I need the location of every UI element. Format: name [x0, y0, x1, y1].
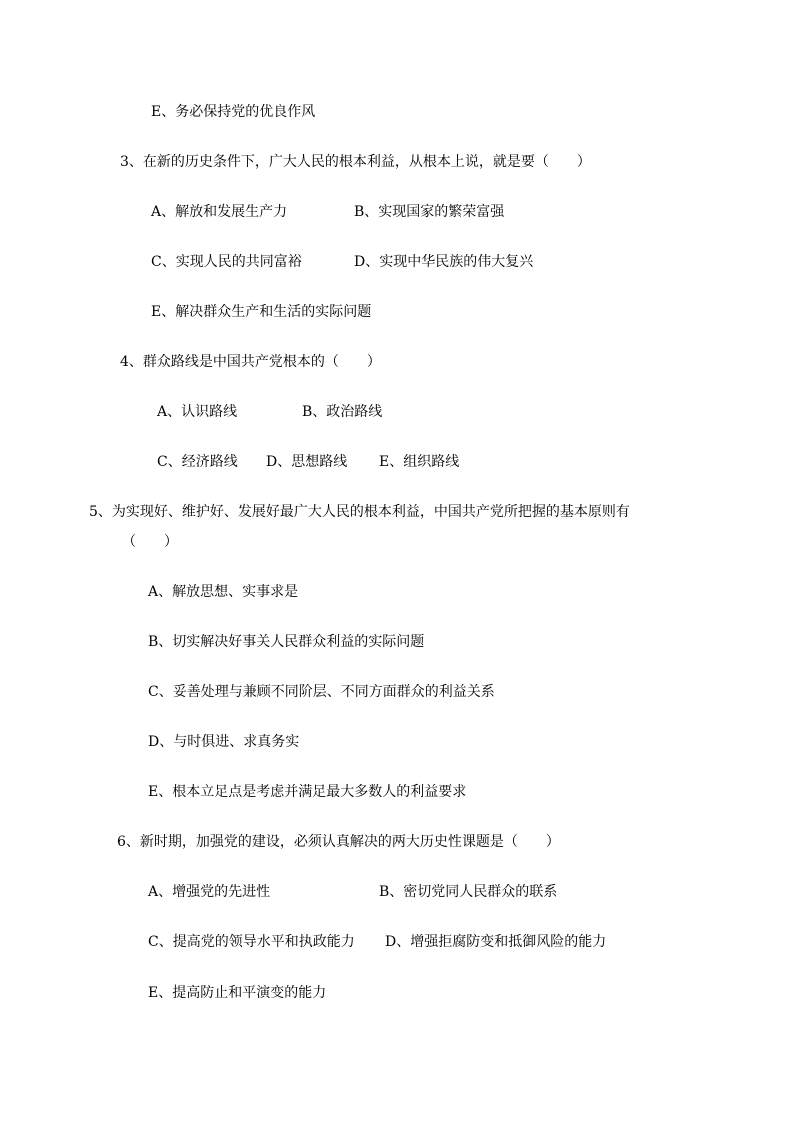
q6-option-d: D、增强拒腐防变和抵御风险的能力 [385, 934, 607, 950]
q5-option-c: C、妥善处理与兼顾不同阶层、不同方面群众的利益关系 [148, 684, 495, 700]
q4-option-b: B、政治路线 [302, 404, 383, 420]
q3-stem: 3、在新的历史条件下，广大人民的根本利益，从根本上说，就是要（ ） [120, 154, 591, 170]
q5-answer-paren: （ ） [122, 534, 178, 550]
q4-option-c: C、经济路线 [157, 454, 238, 470]
q3-option-e: E、解决群众生产和生活的实际问题 [151, 304, 372, 320]
q3-option-a: A、解放和发展生产力 [151, 204, 288, 220]
q5-option-e: E、根本立足点是考虑并满足最大多数人的利益要求 [148, 784, 467, 800]
q6-stem: 6、新时期，加强党的建设，必须认真解决的两大历史性课题是（ ） [117, 834, 560, 850]
q6-option-b: B、密切党同人民群众的联系 [379, 884, 558, 900]
q4-option-d: D、思想路线 [266, 454, 348, 470]
q6-option-c: C、提高党的领导水平和执政能力 [148, 934, 355, 950]
q6-option-e: E、提高防止和平演变的能力 [148, 985, 327, 1001]
q3-option-c: C、实现人民的共同富裕 [151, 254, 302, 270]
q6-option-a: A、增强党的先进性 [148, 884, 271, 900]
q4-option-a: A、认识路线 [157, 404, 238, 420]
q5-stem: 5、为实现好、维护好、发展好最广大人民的根本利益，中国共产党所把握的基本原则有 [89, 504, 630, 520]
q5-option-a: A、解放思想、实事求是 [148, 584, 299, 600]
q3-option-b: B、实现国家的繁荣富强 [354, 204, 505, 220]
q5-option-b: B、切实解决好事关人民群众利益的实际问题 [148, 634, 425, 650]
q4-option-e: E、组织路线 [379, 454, 460, 470]
q5-option-d: D、与时俱进、求真务实 [148, 734, 300, 750]
q3-option-d: D、实现中华民族的伟大复兴 [354, 254, 534, 270]
q4-stem: 4、群众路线是中国共产党根本的（ ） [120, 354, 381, 370]
q2-option-e: E、务必保持党的优良作风 [151, 104, 316, 120]
